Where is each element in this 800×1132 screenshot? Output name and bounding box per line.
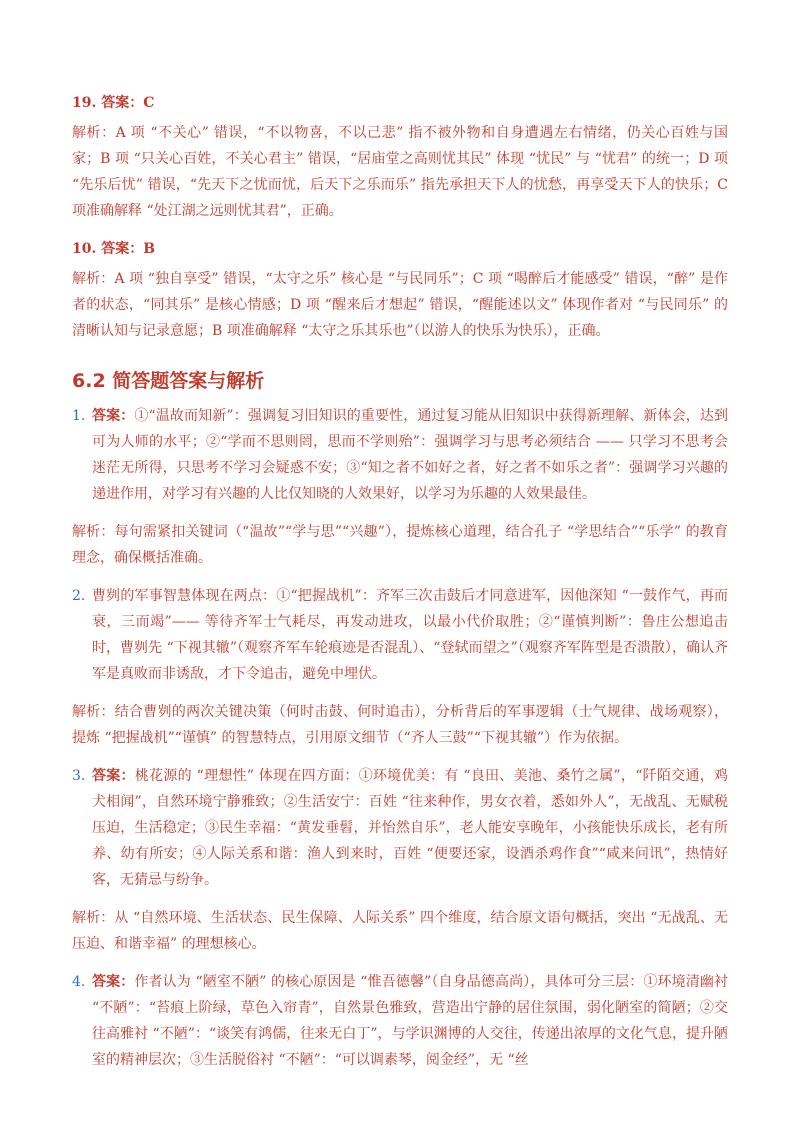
- short-answer-2: [72, 583, 728, 751]
- answer-analysis: 解析：A 项 “不关心” 错误，“不以物喜，不以己悲” 指不被外物和自身遭遇左右情绪，仍关心百姓与国家；B 项 “只关心百姓，不关心君主” 错误，“居庙堂之高则忧其民” 体现 “忧民” 与 “忧君” 的统一；D 项 “先乐后忧” 错误，“先天下之忧而忧，后天下之乐而乐” 指先承担天下人的忧愁，再享受天下人的快乐；C 项准确解释 “处江湖之远则忧其君”，正确。: [72, 125, 728, 219]
- item-answer: [92, 763, 728, 893]
- item-answer: [92, 403, 728, 507]
- answer-label: 答案：: [92, 768, 135, 784]
- item-analysis: 解析：结合曹刿的两次关键决策（何时击鼓、何时追击），分析背后的军事逻辑（士气规律、战场观察），提炼 “把握战机”“谨慎” 的智慧特点，引用原文细节（“齐人三鼓”“下视其辙”）作为依据。: [72, 704, 728, 746]
- item-number: 1.: [72, 408, 86, 424]
- answer-text: ①“温故而知新”：强调复习旧知识的重要性，通过复习能从旧知识中获得新理解、新体会，达到可为人师的水平；②“学而不思则罔，思而不学则殆”：强调学习与思考必须结合 —— 只学习不思考会迷茫无所得，只思考不学习会疑惑不安；③“知之者不如好之者，好之者不如乐之者”：强调学习兴趣的递进作用，对学习有兴趣的人比仅知晓的人效果好，以学习为乐趣的人效果最佳。: [92, 408, 729, 502]
- item-analysis: 解析：每句需紧扣关键词（“温故”“学与思”“兴趣”），提炼核心道理，结合孔子 “学思结合”“乐学” 的教育理念，确保概括准确。: [72, 524, 728, 566]
- answer-text: 桃花源的 “理想性” 体现在四方面：①环境优美：有 “良田、美池、桑竹之属”，“阡陌交通，鸡犬相闻”，自然环境宁静雅致；②生活安宁：百姓 “往来种作，男女衣着，悉如外人”，无战乱、无赋税压迫，生活稳定；③民生幸福：“黄发垂髫，并怡然自乐”，老人能安享晚年，小孩能快乐成长，老有所养、幼有所安；④人际关系和谐：渔人到来时，百姓 “便要还家，设酒杀鸡作食”“咸来问讯”，热情好客，无猜忌与纷争。: [92, 768, 729, 888]
- mc-answer-10: [72, 236, 728, 344]
- item-analysis: 解析：从 “自然环境、生活状态、民生保障、人际关系” 四个维度，结合原文语句概括，突出 “无战乱、无压迫、和谐幸福” 的理想核心。: [72, 910, 728, 952]
- item-answer: [92, 583, 728, 687]
- short-answer-1: [72, 403, 728, 571]
- item-answer: [92, 969, 728, 1073]
- mc-answer-19: [72, 90, 728, 224]
- answer-analysis: 解析：A 项 “独自享受” 错误，“太守之乐” 核心是 “与民同乐”；C 项 “喝醉后才能感受” 错误，“醉” 是作者的状态，“同其乐” 是核心情感；D 项 “醒来后才想起” 错误，“醒能述以文” 体现作者对 “与民同乐” 的清晰认知与记录意愿；B 项准确解释 “太守之乐其乐也”（以游人的快乐为快乐），正确。: [72, 271, 728, 339]
- answer-text: 作者认为 “陋室不陋” 的核心原因是 “惟吾德馨”（自身品德高尚），具体可分三层：①环境清幽衬 “不陋”：“苔痕上阶绿，草色入帘青”，自然景色雅致，营造出宁静的居住氛围，弱化陋室的简陋；②交往高雅衬 “不陋”：“谈笑有鸿儒，往来无白丁”，与学识渊博的人交往，传递出浓厚的文化气息，提升陋室的精神层次；③生活脱俗衬 “不陋”：“可以调素琴，阅金经”，无 “丝: [92, 974, 729, 1068]
- item-number: 2.: [72, 588, 86, 604]
- item-number: 3.: [72, 768, 86, 784]
- item-number: 4.: [72, 974, 86, 990]
- answer-label: 答案：: [92, 408, 135, 424]
- answer-heading: 19. 答案：C: [72, 95, 155, 111]
- short-answer-4: [72, 969, 728, 1073]
- answer-text: 曹刿的军事智慧体现在两点：①“把握战机”：齐军三次击鼓后才同意进军，因他深知 “一鼓作气，再而衰，三而竭”—— 等待齐军士气耗尽，再发动进攻，以最小代价取胜；②“谨慎判断”：鲁庄公想追击时，曹刿先 “下视其辙”（观察齐军车轮痕迹是否混乱）、“登轼而望之”（观察齐军阵型是否溃散），确认齐军是真败而非诱敌，才下令追击，避免中埋伏。: [92, 588, 728, 682]
- section-title: 6.2 简答题答案与解析: [72, 370, 265, 392]
- short-answer-3: [72, 763, 728, 957]
- answer-label: 答案：: [92, 974, 135, 990]
- answer-heading: 10. 答案：B: [72, 241, 156, 257]
